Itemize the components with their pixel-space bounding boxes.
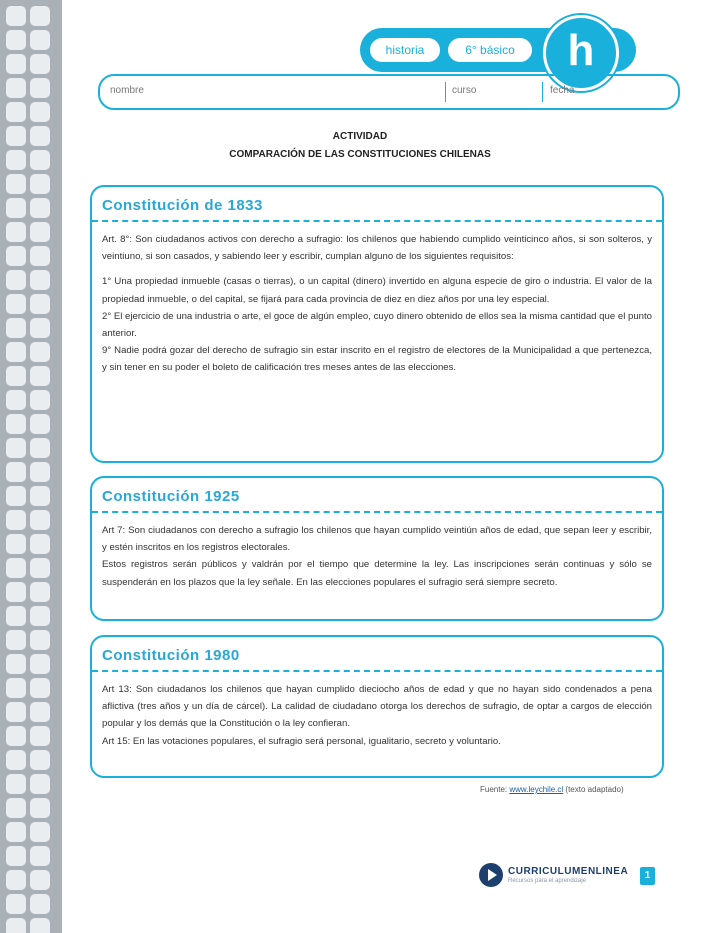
sidebar-square: [30, 390, 50, 410]
sidebar-square: [30, 822, 50, 842]
sidebar-square: [30, 870, 50, 890]
sidebar-square: [30, 750, 50, 770]
sidebar-square: [6, 510, 26, 530]
sidebar-square: [6, 198, 26, 218]
sidebar-square: [6, 54, 26, 74]
card-paragraph: Art. 8°: Son ciudadanos activos con derecho a sufragio: los chilenos que habiendo cumplido veinticinco años, si son solteros, y veintiuno, si son casados, y sabiendo leer y escribir, cumplan alguno de los siguientes requisitos:: [102, 234, 652, 263]
student-info-bar: [98, 74, 680, 110]
sidebar-square: [6, 78, 26, 98]
card-paragraph: Art 15: En las votaciones populares, el sufragio será personal, igualitario, secreto y voluntario.: [102, 735, 501, 747]
card-heading: Constitución de 1833: [102, 197, 263, 214]
play-arrow-icon: [488, 869, 497, 881]
sidebar-square: [30, 654, 50, 674]
sidebar-square: [6, 798, 26, 818]
sidebar-square: [6, 582, 26, 602]
source-prefix: Fuente:: [480, 785, 508, 794]
date-field-label: fecha: [550, 85, 575, 96]
card-constitution-1980: [90, 635, 664, 778]
sidebar-square: [30, 558, 50, 578]
sidebar-square: [30, 606, 50, 626]
sidebar-square: [30, 6, 50, 26]
sidebar-square: [30, 630, 50, 650]
sidebar-square: [6, 6, 26, 26]
card-paragraph: Art 7: Son ciudadanos con derecho a sufragio los chilenos que hayan cumplido veintiún años de edad, que sepan leer y escribir, y estén inscritos en los registros electorales.: [102, 525, 652, 554]
card-body: [102, 231, 652, 377]
subject-tag: historia: [370, 38, 440, 62]
sidebar-square: [6, 822, 26, 842]
sidebar-square: [30, 702, 50, 722]
sidebar-square: [6, 462, 26, 482]
sidebar-square: [6, 318, 26, 338]
sidebar-square: [6, 870, 26, 890]
sidebar-square: [6, 702, 26, 722]
sidebar-square: [6, 606, 26, 626]
dashed-divider: [92, 511, 662, 513]
course-field-label: curso: [452, 85, 477, 96]
sidebar-square: [30, 222, 50, 242]
sidebar-square: [30, 534, 50, 554]
sidebar-square: [30, 54, 50, 74]
sidebar-square: [6, 630, 26, 650]
grade-tag: 6° básico: [448, 38, 532, 62]
sidebar-square: [30, 510, 50, 530]
sidebar-square: [6, 30, 26, 50]
sidebar-square: [6, 366, 26, 386]
sidebar-square: [6, 102, 26, 122]
sidebar-square: [6, 654, 26, 674]
sidebar-square: [30, 270, 50, 290]
sidebar-square: [30, 342, 50, 362]
sidebar-square: [6, 174, 26, 194]
activity-title: ACTIVIDAD: [332, 131, 388, 142]
activity-subtitle: COMPARACIÓN DE LAS CONSTITUCIONES CHILENAS: [229, 149, 491, 160]
card-constitution-1833: [90, 185, 664, 463]
sidebar-square: [30, 78, 50, 98]
sidebar-square: [6, 534, 26, 554]
sidebar-square: [30, 366, 50, 386]
name-field-label: nombre: [110, 85, 144, 96]
sidebar-square: [6, 342, 26, 362]
card-paragraph: 1° Una propiedad inmueble (casas o tierras), o un capital (dinero) invertido en alguna especie de giro o industria. El valor de la propiedad inmueble, o del capital, se fijará para cada provincia de diez en diez años por una ley especial.: [102, 276, 652, 305]
brand-name: CURRICULUMENLINEA: [508, 866, 629, 877]
source-link[interactable]: www.leychile.cl: [509, 785, 564, 794]
sidebar-square: [6, 846, 26, 866]
card-constitution-1925: [90, 476, 664, 621]
sidebar-square: [30, 774, 50, 794]
sidebar-square: [30, 246, 50, 266]
sidebar-square: [30, 174, 50, 194]
sidebar-square: [6, 894, 26, 914]
sidebar-square: [6, 750, 26, 770]
sidebar-square: [6, 918, 26, 933]
card-body: [102, 522, 652, 591]
card-heading: Constitución 1980: [102, 647, 240, 664]
sidebar-square: [30, 918, 50, 933]
sidebar-square: [30, 414, 50, 434]
card-body: [102, 681, 652, 750]
sidebar-square: [30, 726, 50, 746]
dashed-divider: [92, 220, 662, 222]
sidebar-square: [30, 438, 50, 458]
sidebar-square: [30, 102, 50, 122]
sidebar-square: [30, 846, 50, 866]
card-paragraph: Estos registros serán públicos y valdrán por el tiempo que determine la ley. Las inscripciones serán continuas y sólo se suspenderán en los plazos que la ley señale. En las elecciones populares el sufragio será siempre secreto.: [102, 559, 652, 588]
sidebar-square: [30, 486, 50, 506]
divider: [542, 82, 543, 102]
page-number: 1: [640, 867, 655, 885]
sidebar-square: [30, 462, 50, 482]
card-paragraph: 2° El ejercicio de una industria o arte, el goce de algún empleo, cuyo dinero obtenido de ellos sea la misma cantidad que el punto anterior.: [102, 310, 652, 340]
brand-tagline: Recursos para el aprendizaje: [508, 878, 587, 884]
sidebar-square: [6, 678, 26, 698]
sidebar-square: [30, 678, 50, 698]
sidebar-square: [30, 294, 50, 314]
sidebar-square: [30, 582, 50, 602]
sidebar-square: [30, 30, 50, 50]
sidebar-square: [30, 198, 50, 218]
history-logo-icon: h: [543, 15, 619, 91]
sidebar-square: [30, 798, 50, 818]
sidebar-square: [6, 774, 26, 794]
sidebar-square: [6, 438, 26, 458]
card-paragraph: 9° Nadie podrá gozar del derecho de sufragio sin estar inscrito en el registro de electores de la Municipalidad a que pertenezca, y sin tener en su poder el boleto de calificación tres meses antes de las elecciones.: [102, 345, 652, 374]
card-heading: Constitución 1925: [102, 488, 240, 505]
sidebar-square: [6, 390, 26, 410]
card-paragraph: Art 13: Son ciudadanos los chilenos que hayan cumplido dieciocho años de edad y que no hayan sido condenados a pena aflictiva (tres años y un día de cárcel). La calidad de ciudadano otorga los derechos de sufragio, de optar a cargos de elección popular y los demás que la Constitución o la ley confieran.: [102, 684, 652, 730]
source-suffix: (texto adaptado): [565, 785, 624, 794]
dashed-divider: [92, 670, 662, 672]
sidebar-square: [6, 726, 26, 746]
source-note: [480, 785, 624, 794]
sidebar-square: [6, 294, 26, 314]
sidebar-square: [6, 222, 26, 242]
sidebar-square: [6, 270, 26, 290]
sidebar-square: [6, 486, 26, 506]
sidebar-square: [30, 318, 50, 338]
sidebar-square: [30, 894, 50, 914]
divider: [445, 82, 446, 102]
sidebar-square: [6, 246, 26, 266]
sidebar-square: [6, 558, 26, 578]
sidebar-square: [6, 414, 26, 434]
